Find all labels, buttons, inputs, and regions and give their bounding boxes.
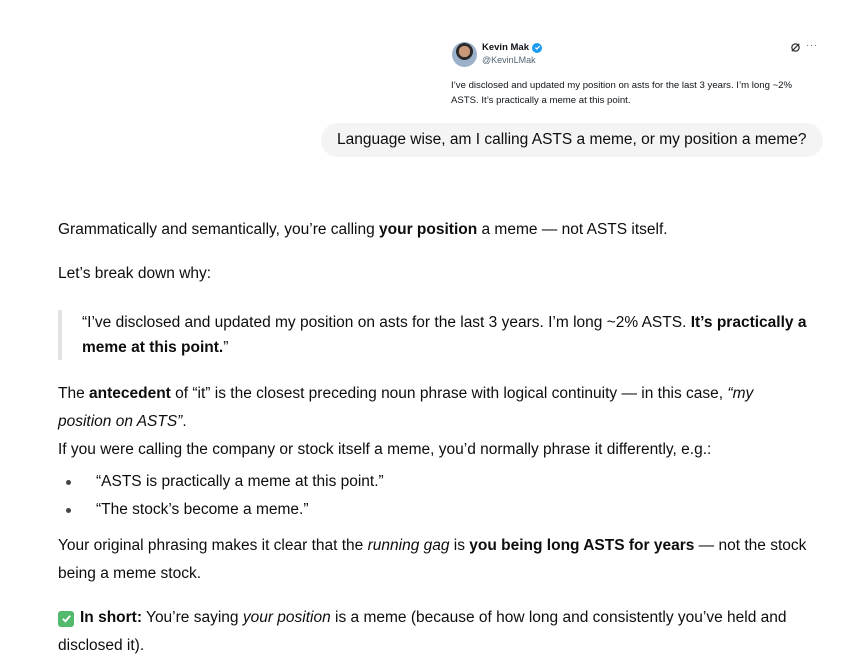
user-message-bubble: Language wise, am I calling ASTS a meme, or my position a meme?	[321, 123, 823, 157]
tweet-author	[482, 42, 542, 53]
tweet-author-name: Kevin Mak	[482, 42, 529, 53]
text: Grammatically and semantically, you’re calling	[58, 221, 380, 238]
more-icon: ···	[806, 40, 818, 51]
tweet-text: I’ve disclosed and updated my position on asts for the last 3 years. I’m long ~2% ASTS. It’s practically a meme at this point.	[451, 80, 793, 106]
bold-text: you being long ASTS for years	[469, 537, 695, 554]
bold-text: It’s practically a meme at this point.	[82, 314, 807, 356]
verified-badge-icon	[532, 43, 542, 53]
answer-summary	[58, 216, 668, 244]
text: is	[449, 537, 470, 554]
breakdown-intro: Let’s break down why:	[58, 265, 212, 282]
text: You’re saying	[142, 609, 243, 626]
bold-text: antecedent	[89, 385, 171, 402]
text: ”	[223, 339, 229, 356]
grok-icon	[790, 42, 801, 56]
text: “I’ve disclosed and updated my position on asts for the last 3 years. I’m long ~2% ASTS.	[82, 314, 691, 331]
avatar	[452, 42, 477, 67]
italic-text: running gag	[367, 537, 450, 554]
text: a meme — not ASTS itself.	[477, 221, 668, 238]
text: Your original phrasing makes it clear that the	[58, 537, 368, 554]
alternative-phrasing-intro: If you were calling the company or stock itself a meme, you’d normally phrase it differently, e.g.:	[58, 441, 712, 458]
italic-text: “my position on ASTS”	[58, 385, 754, 430]
text: is a meme (because of how long and consistently you’ve held and disclosed it).	[58, 609, 787, 654]
text: .	[182, 413, 187, 430]
list-item: “The stock’s become a meme.”	[58, 496, 384, 524]
embedded-tweet-image	[444, 34, 834, 112]
bold-text: In short:	[80, 609, 142, 626]
phrasing-paragraph	[58, 532, 828, 588]
antecedent-paragraph	[58, 380, 798, 436]
check-mark-icon	[58, 611, 74, 627]
bold-text: your position	[379, 221, 478, 238]
text: The	[58, 385, 90, 402]
example-list	[58, 468, 384, 524]
text: of “it” is the closest preceding noun phrase with logical continuity — in this case,	[170, 385, 728, 402]
text: — not the stock being a meme stock.	[58, 537, 807, 582]
list-item: “ASTS is practically a meme at this point.”	[58, 468, 384, 496]
tweet-handle: @KevinLMak	[482, 55, 536, 65]
italic-text: your position	[242, 609, 331, 626]
in-short-paragraph	[58, 604, 828, 660]
blockquote	[58, 310, 842, 360]
